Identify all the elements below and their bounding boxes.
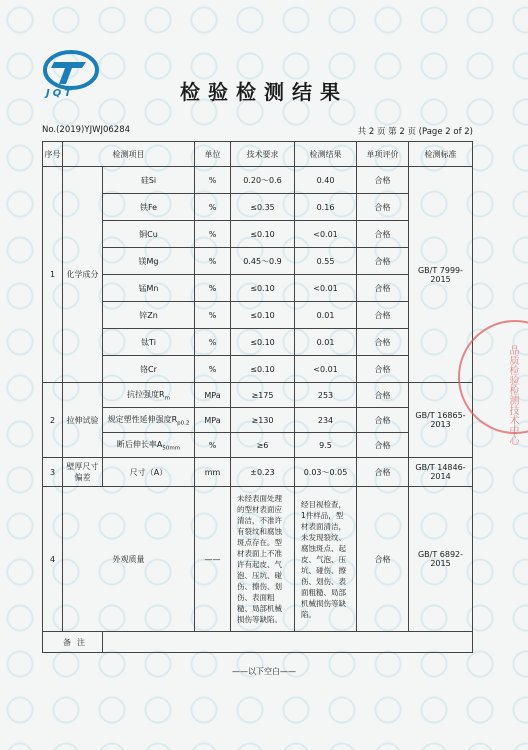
evaluation-cell: 合格 xyxy=(357,408,409,433)
evaluation-cell: 合格 xyxy=(357,221,409,248)
note-label: 备注 xyxy=(43,632,103,653)
col-header-no: 序号 xyxy=(43,142,63,167)
section-label: 化学成分 xyxy=(63,167,103,383)
table-row xyxy=(43,275,473,302)
unit-cell: % xyxy=(195,221,231,248)
col-header-item: 检测项目 xyxy=(63,142,195,167)
evaluation-cell: 合格 xyxy=(357,302,409,329)
requirement-cell: ≥6 xyxy=(231,433,295,458)
note-value xyxy=(103,632,473,653)
result-cell: <0.01 xyxy=(295,221,357,248)
evaluation-cell: 合格 xyxy=(357,487,409,632)
unit-cell: % xyxy=(195,433,231,458)
table-row xyxy=(43,458,473,487)
item-cell: 铬Cr xyxy=(103,356,195,383)
section-number: 1 xyxy=(43,167,63,383)
col-header-unit: 单位 xyxy=(195,142,231,167)
table-row xyxy=(43,329,473,356)
unit-cell: % xyxy=(195,302,231,329)
unit-cell: —— xyxy=(195,487,231,632)
requirement-cell: ≥130 xyxy=(231,408,295,433)
item-cell: 钛Ti xyxy=(103,329,195,356)
requirement-cell: ≤0.10 xyxy=(231,356,295,383)
result-cell: <0.01 xyxy=(295,275,357,302)
col-header-standard: 检测标准 xyxy=(409,142,473,167)
results-table xyxy=(42,141,473,653)
unit-cell: % xyxy=(195,356,231,383)
requirement-cell: ≤0.10 xyxy=(231,302,295,329)
item-cell: 锰Mn xyxy=(103,275,195,302)
requirement-cell: ≤0.10 xyxy=(231,221,295,248)
table-row xyxy=(43,194,473,221)
unit-cell: % xyxy=(195,329,231,356)
table-header-row xyxy=(43,142,473,167)
table-row xyxy=(43,248,473,275)
evaluation-cell: 合格 xyxy=(357,383,409,408)
col-header-requirement: 技术要求 xyxy=(231,142,295,167)
standard-cell: GB/T 6892-2015 xyxy=(409,487,473,632)
requirement-cell: ≤0.10 xyxy=(231,329,295,356)
result-cell: 0.01 xyxy=(295,329,357,356)
logo-text: JQT xyxy=(46,88,75,99)
col-header-result: 检测结果 xyxy=(295,142,357,167)
item-cell: 抗拉强度$R_m$ xyxy=(103,383,195,408)
evaluation-cell: 合格 xyxy=(357,167,409,194)
table-row xyxy=(43,487,473,632)
evaluation-cell: 合格 xyxy=(357,194,409,221)
result-cell: <0.01 xyxy=(295,356,357,383)
requirement-cell: ≤0.10 xyxy=(231,275,295,302)
result-cell: 0.40 xyxy=(295,167,357,194)
result-cell: 0.01 xyxy=(295,302,357,329)
table-row xyxy=(43,221,473,248)
unit-cell: MPa xyxy=(195,408,231,433)
page-title: 检验检测结果 xyxy=(180,80,348,104)
result-cell: 0.16 xyxy=(295,194,357,221)
evaluation-cell: 合格 xyxy=(357,356,409,383)
section-label: 外观质量 xyxy=(63,487,195,632)
unit-cell: % xyxy=(195,275,231,302)
result-cell: 253 xyxy=(295,383,357,408)
requirement-cell: ≤0.35 xyxy=(231,194,295,221)
table-row xyxy=(43,408,473,433)
document-number: No.(2019)YJWJ06284 xyxy=(42,125,131,135)
evaluation-cell: 合格 xyxy=(357,433,409,458)
item-cell: 尺寸（A） xyxy=(103,458,195,487)
standard-cell: GB/T 7999-2015 xyxy=(409,167,473,383)
unit-cell: mm xyxy=(195,458,231,487)
section-number: 4 xyxy=(43,487,63,632)
item-cell: 规定塑性延伸强度$R_{p0.2}$ xyxy=(103,408,195,433)
unit-cell: % xyxy=(195,248,231,275)
table-row xyxy=(43,383,473,408)
result-cell: 234 xyxy=(295,408,357,433)
table-row xyxy=(43,356,473,383)
unit-cell: MPa xyxy=(195,383,231,408)
table-row xyxy=(43,302,473,329)
unit-cell: % xyxy=(195,194,231,221)
section-label: 拉伸试验 xyxy=(63,383,103,458)
requirement-cell: ≥175 xyxy=(231,383,295,408)
evaluation-cell: 合格 xyxy=(357,275,409,302)
evaluation-cell: 合格 xyxy=(357,329,409,356)
table-row xyxy=(43,433,473,458)
item-cell: 铁Fe xyxy=(103,194,195,221)
section-label: 壁厚尺寸偏差 xyxy=(63,458,103,487)
page-info: 共 2 页 第 2 页 (Page 2 of 2) xyxy=(357,127,473,137)
result-cell: 0.55 xyxy=(295,248,357,275)
requirement-cell: ±0.23 xyxy=(231,458,295,487)
end-of-content-marker: ——以下空白—— xyxy=(232,667,296,676)
requirement-cell: 0.20～0.6 xyxy=(231,167,295,194)
requirement-cell: 未经表面处理的型材表面应清洁，不准许有裂纹和腐蚀斑点存在。型材表面上不准许有起皮、气泡、压坑、碰伤、擦伤、划伤、表面粗糙、局部机械损伤等缺陷。 xyxy=(231,487,295,632)
evaluation-cell: 合格 xyxy=(357,458,409,487)
result-cell: 0.03～0.05 xyxy=(295,458,357,487)
section-number: 3 xyxy=(43,458,63,487)
requirement-cell: 0.45～0.9 xyxy=(231,248,295,275)
evaluation-cell: 合格 xyxy=(357,248,409,275)
col-header-evaluation: 单项评价 xyxy=(357,142,409,167)
result-cell: 经目视检查，1件样品，型材表面清洁，未发现裂纹、腐蚀斑点、起皮、气泡、压坑、碰伤、擦伤、划伤、表面粗糙、局部机械损伤等缺陷。 xyxy=(295,487,357,632)
item-cell: 断后伸长率$A_{50mm}$ xyxy=(103,433,195,458)
item-cell: 锌Zn xyxy=(103,302,195,329)
section-number: 2 xyxy=(43,383,63,458)
result-cell: 9.5 xyxy=(295,433,357,458)
note-row xyxy=(43,632,473,653)
item-cell: 镁Mg xyxy=(103,248,195,275)
unit-cell: % xyxy=(195,167,231,194)
seal-text: 品质检验检测技术中心 xyxy=(507,345,518,445)
table-row xyxy=(43,167,473,194)
standard-cell: GB/T 14846-2014 xyxy=(409,458,473,487)
item-cell: 硅Si xyxy=(103,167,195,194)
standard-cell: GB/T 16865-2013 xyxy=(409,383,473,458)
item-cell: 铜Cu xyxy=(103,221,195,248)
